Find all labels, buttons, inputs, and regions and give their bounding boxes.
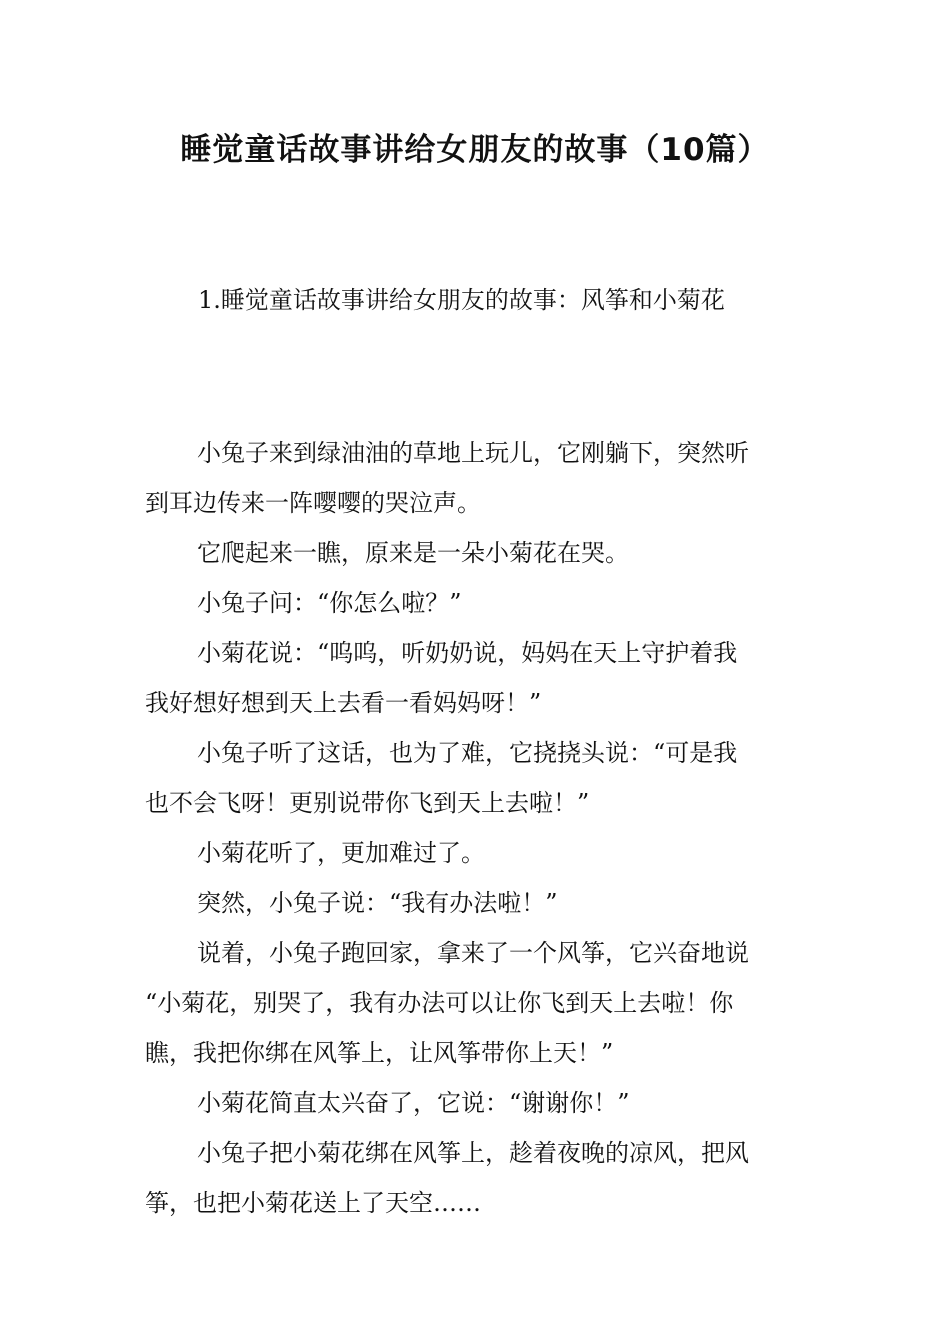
story-paragraph bbox=[145, 578, 807, 628]
paragraph-line: 它爬起来一瞧，原来是一朵小菊花在哭。 bbox=[197, 539, 629, 567]
paragraph-line: 小菊花简直太兴奋了，它说：“谢谢你！” bbox=[197, 1089, 630, 1117]
paragraph-line: 小菊花说：“呜呜，听奶奶说，妈妈在天上守护着我 bbox=[197, 639, 738, 667]
document-title: 睡觉童话故事讲给女朋友的故事（10篇） bbox=[180, 132, 770, 168]
story-paragraph bbox=[145, 1128, 807, 1228]
paragraph-line: 突然，小兔子说：“我有办法啦！” bbox=[197, 889, 558, 917]
story-paragraph bbox=[145, 928, 807, 1078]
paragraph-line: 小菊花听了，更加难过了。 bbox=[197, 839, 485, 867]
section-heading: 1.睡觉童话故事讲给女朋友的故事：风筝和小菊花 bbox=[198, 286, 725, 314]
paragraph-line: 小兔子听了这话，也为了难，它挠挠头说：“可是我 bbox=[197, 739, 738, 767]
paragraph-line: “小菊花，别哭了，我有办法可以让你飞到天上去啦！你 bbox=[145, 989, 734, 1017]
story-paragraph bbox=[145, 728, 807, 828]
paragraph-line: 小兔子问：“你怎么啦？” bbox=[197, 589, 462, 617]
paragraph-line: 筝，也把小菊花送上了天空…… bbox=[145, 1189, 481, 1217]
paragraph-line: 我好想好想到天上去看一看妈妈呀！” bbox=[145, 689, 542, 717]
story-paragraph bbox=[145, 428, 807, 528]
story-paragraph bbox=[145, 828, 807, 878]
story-body bbox=[145, 428, 807, 1228]
story-paragraph bbox=[145, 1078, 807, 1128]
paragraph-line: 也不会飞呀！更别说带你飞到天上去啦！” bbox=[145, 789, 590, 817]
story-paragraph bbox=[145, 878, 807, 928]
paragraph-line: 说着，小兔子跑回家，拿来了一个风筝，它兴奋地说 bbox=[197, 939, 749, 967]
paragraph-line: 瞧，我把你绑在风筝上，让风筝带你上天！” bbox=[145, 1039, 614, 1067]
story-paragraph bbox=[145, 628, 807, 728]
paragraph-line: 到耳边传来一阵嘤嘤的哭泣声。 bbox=[145, 489, 481, 517]
story-paragraph bbox=[145, 528, 807, 578]
paragraph-line: 小兔子来到绿油油的草地上玩儿，它刚躺下，突然听 bbox=[197, 439, 749, 467]
paragraph-line: 小兔子把小菊花绑在风筝上，趁着夜晚的凉风，把风 bbox=[197, 1139, 749, 1167]
